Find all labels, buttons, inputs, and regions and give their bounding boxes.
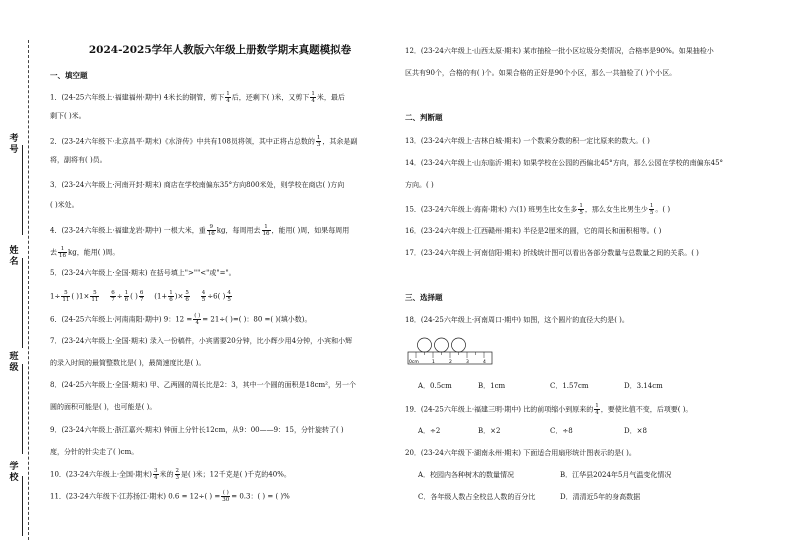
question-12: 12．(23-24六年级上·山西太原·期末) 某市抽检一批小区垃圾分类情况，合格率是90%。如果抽检小 xyxy=(405,47,714,55)
question-4-cont: 去 $\frac{1}{16}$ kg，能用( )周。 xyxy=(50,246,120,259)
q20-option-d[interactable]: D．清清近5年的身高数据 xyxy=(560,493,641,501)
question-8: 8．(24-25六年级上·全国·期末) 甲、乙两圆的周长比是2：3，其中一个圆的面积是18cm²，另一个 xyxy=(50,381,356,389)
q18-option-d[interactable]: D．3.14cm xyxy=(624,382,663,390)
question-8-cont: 圆的面积可能是( )，也可能是( )。 xyxy=(50,403,157,411)
school-line xyxy=(22,476,23,536)
question-12-cont: 区共有90个，合格的有( )个。如果合格的正好是90个小区，那么一共抽检了( )个小区。 xyxy=(405,69,677,77)
page-title: 2024-2025学年人教版六年级上册数学期末真题模拟卷 xyxy=(88,44,352,56)
q18-option-a[interactable]: A．0.5cm xyxy=(418,382,452,390)
ruler-label-3: 3 xyxy=(466,360,469,365)
question-5-expressions: 1÷ $\frac{5}{11}$ ( )1× $\frac{5}{11}$ $\frac{6}{7}$ ÷ $\frac{1}{6}$ ( ) $\frac{6}{7}$ (1+ $\frac{1}{6}$ )× $\frac{5}{6}$ $\frac{4}{5}$ ÷6( ) $\frac{4}{5}$ xyxy=(50,290,231,303)
q18-option-b[interactable]: B．1cm xyxy=(478,382,506,390)
circle-disc-1 xyxy=(418,338,432,352)
ruler-label-0: 0cm xyxy=(409,360,419,365)
label-school: 学校 xyxy=(9,462,19,483)
question-17: 17．(23-24六年级上·河南信阳·期末) 折线统计图可以看出各部分数量与总数量之间的关系。( ) xyxy=(405,249,699,257)
question-3: 3．(23-24六年级上·河南开封·期末) 商店在学校南偏东35°方向800米处，则学校在商店( )方向 xyxy=(50,181,345,189)
circle-disc-2 xyxy=(435,338,449,352)
ruler-label-1: 1 xyxy=(432,360,435,365)
q19-option-b[interactable]: B．×2 xyxy=(478,427,501,435)
ruler-circle-figure xyxy=(406,333,496,369)
q18-option-c[interactable]: C．1.57cm xyxy=(550,382,589,390)
question-13: 13．(23-24六年级上·吉林白城·期末) 一个数乘分数的积一定比原来的数大。( ) xyxy=(405,137,650,145)
section-judge-heading: 二、判断题 xyxy=(405,113,443,122)
question-6: 6．(24-25六年级上·河南南阳·期中) 9：12 = $\frac{( )}{4}$ = 21÷( )=( )：80 =( )(填小数)。 xyxy=(50,313,312,326)
question-16: 16．(23-24六年级上·江西赣州·期末) 半径是2厘米的圆，它的周长和面积相等。( ) xyxy=(405,227,662,235)
section-choice-heading: 三、选择题 xyxy=(405,293,443,302)
question-18: 18．(24-25六年级上·河南周口·期中) 如图，这个圆片的直径大约是( )。 xyxy=(405,316,629,324)
section-fill-heading: 一、填空题 xyxy=(50,71,88,80)
question-1: 1．(24-25六年级上·福建福州·期中) 4米长的钢管，剪下 $\frac{1}{4}$ 后，还剩下( )米，又剪下 $\frac{1}{4}$ 米，最后 xyxy=(50,91,345,104)
question-10: 10．(23-24六年级上·全国·期末) $\frac{3}{4}$ 米的 $\frac{2}{3}$ 是( )米；12千克是( )千克的40%。 xyxy=(50,468,291,481)
q19-option-c[interactable]: C．÷8 xyxy=(550,427,573,435)
question-5: 5．(23-24六年级上·全国·期末) 在括号填上">""<"或"="。 xyxy=(50,269,236,277)
binding-dashed-line xyxy=(28,40,29,540)
question-3-cont: ( )米处。 xyxy=(50,201,79,209)
question-9-cont: 度，分针的针尖走了( )cm。 xyxy=(50,448,139,456)
question-9: 9．(23-24六年级上·浙江嘉兴·期末) 钟面上分针长12cm，从9：00——9：15，分针旋转了( ) xyxy=(50,426,344,434)
q20-option-b[interactable]: B．江华县2024年5月气温变化情况 xyxy=(560,471,672,479)
question-7-cont: 的录入时间的最简整数比是( )，最简速度比是( )。 xyxy=(50,359,206,367)
question-15: 15．(23-24六年级上·海南·期末) 六(1) 班男生比女生多 $\frac{1}{5}$ ，那么女生比男生少 $\frac{1}{5}$ 。( ) xyxy=(405,203,671,216)
question-7: 7．(23-24六年级上·全国·期末) 录入一份稿件，小宾需要20分钟，比小辉少用4分钟，小宾和小辉 xyxy=(50,337,353,345)
label-exam-number: 考号 xyxy=(9,134,19,155)
exam-number-line xyxy=(22,145,23,235)
ruler-label-2: 2 xyxy=(449,360,452,365)
label-name: 姓名 xyxy=(9,246,19,267)
q20-option-c[interactable]: C．各年级人数占全校总人数的百分比 xyxy=(418,493,536,501)
question-2-cont: 将，副将有( )员。 xyxy=(50,156,107,164)
question-2: 2．(23-24六年级下·北京昌平·期末)《水浒传》中共有108员将领，其中正将占总数的 $\frac{1}{3}$ ，其余是副 xyxy=(50,135,358,148)
label-class: 班级 xyxy=(9,352,19,373)
question-11: 11．(23-24六年级下·江苏扬江·期末) 0.6 = 12÷( ) = $\frac{( )}{30}$ = 0.3：( ) = ( )% xyxy=(50,490,290,503)
q20-option-a[interactable]: A．校园内各种树木的数量情况 xyxy=(418,471,515,479)
question-4: 4．(23-24六年级上·福建龙岩·期中) 一根大米，重 $\frac{9}{16}$ kg，每周用去 $\frac{1}{16}$ ，能用( )周，如果每周用 xyxy=(50,224,350,237)
question-20: 20．(23-24六年级下·湖南永州·期末) 下面适合用扇形统计图表示的是( )。 xyxy=(405,449,636,457)
question-19: 19．(24-25六年级上·福建三明·期中) 比的前项缩小到原来的 $\frac{1}{4}$ ，要使比值不变，后项要( )。 xyxy=(405,403,693,416)
q19-option-a[interactable]: A．÷2 xyxy=(418,427,441,435)
class-line xyxy=(22,364,23,454)
name-line xyxy=(22,258,23,348)
ruler-label-4: 4 xyxy=(483,360,486,365)
question-14-cont: 方向。( ) xyxy=(405,181,434,189)
question-14: 14．(23-24六年级上·山东临沂·期末) 如果学校在公园的西偏北45°方向，那么公园在学校的南偏东45° xyxy=(405,159,724,167)
q19-option-d[interactable]: D．×8 xyxy=(624,427,647,435)
circle-disc-3 xyxy=(452,338,466,352)
question-1-cont: 剩下( )米。 xyxy=(50,112,86,120)
